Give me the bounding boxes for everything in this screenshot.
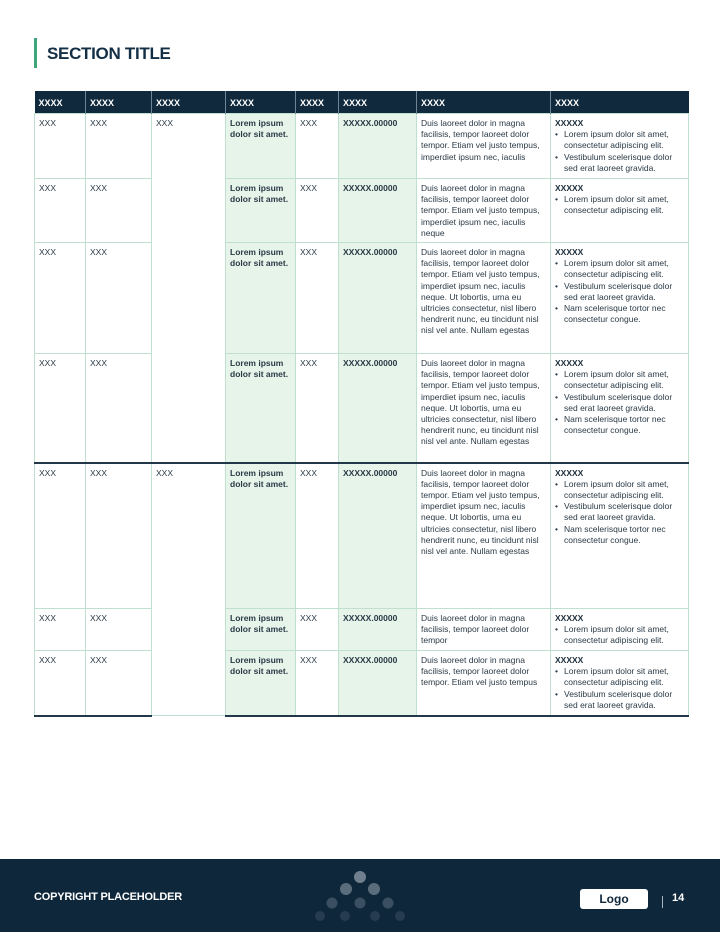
bullet-list (555, 258, 684, 325)
bullet-cell (551, 651, 689, 716)
code-cell: XXXXX.00000 (339, 243, 417, 354)
description-cell: Lorem ipsum dolor sit amet. (226, 243, 296, 354)
table-header-row (35, 91, 689, 114)
cell: XXX (35, 114, 86, 179)
cell: XXX (296, 179, 339, 243)
column-header: XXXX (152, 91, 226, 114)
table-row (35, 354, 689, 463)
cell: XXX (35, 463, 86, 609)
cell: XXX (35, 651, 86, 716)
description-cell: Lorem ipsum dolor sit amet. (226, 179, 296, 243)
column-header: XXXX (296, 91, 339, 114)
cell: XXX (86, 243, 152, 354)
description-cell: Lorem ipsum dolor sit amet. (226, 463, 296, 609)
bullet-title: XXXXX (555, 655, 584, 666)
page-footer (0, 859, 720, 932)
bullet-item: • Lorem ipsum dolor sit amet, consectetur adipiscing elit. (555, 666, 684, 688)
column-header: XXXX (35, 91, 86, 114)
bullet-list (555, 479, 684, 546)
table-row (35, 609, 689, 651)
text-cell: Duis laoreet dolor in magna facilisis, tempor laoreet dolor tempor. Etiam vel justo tempus, imperdiet ipsum nec, iaculis neque (417, 179, 551, 243)
group-cell: XXX (152, 114, 226, 463)
bullet-title: XXXXX (555, 183, 584, 193)
cell: XXX (35, 609, 86, 651)
code-cell: XXXXX.00000 (339, 651, 417, 716)
table-row (35, 114, 689, 179)
bullet-item: • Lorem ipsum dolor sit amet, consectetur adipiscing elit. (555, 624, 684, 646)
bullet-cell (551, 354, 689, 463)
bullet-list (555, 624, 684, 646)
bullet-title: XXXXX (555, 247, 584, 258)
bullet-item: • Lorem ipsum dolor sit amet, consectetur adipiscing elit. (555, 258, 684, 280)
text-cell: Duis laoreet dolor in magna facilisis, tempor laoreet dolor tempor. Etiam vel justo tempus, imperdiet ipsum nec, iaculis (417, 114, 551, 179)
bullet-item: • Lorem ipsum dolor sit amet, consectetur adipiscing elit. (555, 194, 684, 216)
bullet-item: • Lorem ipsum dolor sit amet, consectetur adipiscing elit. (555, 129, 684, 151)
bullet-cell (551, 179, 689, 243)
cell: XXX (86, 609, 152, 651)
code-cell: XXXXX.00000 (339, 609, 417, 651)
bullet-cell (551, 243, 689, 354)
bullet-list (555, 194, 684, 216)
text-cell: Duis laoreet dolor in magna facilisis, tempor laoreet dolor tempor. Etiam vel justo tempus (417, 651, 551, 716)
bullet-cell (551, 463, 689, 609)
cell: XXX (86, 651, 152, 716)
group-cell: XXX (152, 463, 226, 716)
text-cell: Duis laoreet dolor in magna facilisis, tempor laoreet dolor tempor (417, 609, 551, 651)
table-row (35, 243, 689, 354)
cell: XXX (296, 354, 339, 463)
cell: XXX (86, 354, 152, 463)
bullet-title: XXXXX (555, 467, 584, 478)
cell: XXX (296, 651, 339, 716)
column-header: XXXX (417, 91, 551, 114)
cell: XXX (296, 114, 339, 179)
bullet-item: • Nam scelerisque tortor nec consectetur congue. (555, 414, 684, 436)
bullet-item: • Vestibulum scelerisque dolor sed erat laoreet gravida. (555, 689, 684, 711)
cell: XXX (86, 114, 152, 179)
code-cell: XXXXX.00000 (339, 463, 417, 609)
bullet-item: • Lorem ipsum dolor sit amet, consectetur adipiscing elit. (555, 369, 684, 391)
bullet-title: XXXXX (555, 613, 584, 624)
code-cell: XXXXX.00000 (339, 114, 417, 179)
footer-divider (662, 896, 663, 908)
copyright-text: COPYRIGHT PLACEHOLDER (34, 891, 182, 903)
code-cell: XXXXX.00000 (339, 354, 417, 463)
cell: XXX (86, 463, 152, 609)
page-number: 14 (672, 892, 685, 904)
bullet-item: • Nam scelerisque tortor nec consectetur congue. (555, 303, 684, 325)
cell: XXX (86, 179, 152, 243)
column-header: XXXX (226, 91, 296, 114)
bullet-item: • Vestibulum scelerisque dolor sed erat laoreet gravida. (555, 152, 684, 174)
bullet-item: • Vestibulum scelerisque dolor sed erat laoreet gravida. (555, 281, 684, 303)
cell: XXX (296, 243, 339, 354)
bullet-list (555, 369, 684, 436)
table-row (35, 651, 689, 716)
cell: XXX (296, 463, 339, 609)
column-header: XXXX (339, 91, 417, 114)
bullet-item: • Vestibulum scelerisque dolor sed erat laoreet gravida. (555, 501, 684, 523)
bullet-item: • Nam scelerisque tortor nec consectetur congue. (555, 524, 684, 546)
section-title: SECTION TITLE (47, 44, 171, 63)
column-header: XXXX (86, 91, 152, 114)
bullet-cell (551, 114, 689, 179)
description-cell: Lorem ipsum dolor sit amet. (226, 114, 296, 179)
bullet-list (555, 666, 684, 711)
description-cell: Lorem ipsum dolor sit amet. (226, 651, 296, 716)
bullet-item: • Vestibulum scelerisque dolor sed erat laoreet gravida. (555, 392, 684, 414)
bullet-cell (551, 609, 689, 651)
column-header: XXXX (551, 91, 689, 114)
bullet-list (555, 129, 684, 174)
bullet-title: XXXXX (555, 118, 584, 128)
bullet-item: • Lorem ipsum dolor sit amet, consectetur adipiscing elit. (555, 479, 684, 501)
description-cell: Lorem ipsum dolor sit amet. (226, 354, 296, 463)
cell: XXX (296, 609, 339, 651)
table-row (35, 463, 689, 609)
text-cell: Duis laoreet dolor in magna facilisis, tempor laoreet dolor tempor. Etiam vel justo tempus, imperdiet ipsum nec, iaculis neque. Ut lobortis, urna eu ultricies consectetur, nisl libero hendrerit nunc, eu tincidunt nisl nisl vel ante. Nullam egestas (417, 354, 551, 463)
text-cell: Duis laoreet dolor in magna facilisis, tempor laoreet dolor tempor. Etiam vel justo tempus, imperdiet ipsum nec, iaculis neque. Ut lobortis, urna eu ultricies consectetur, nisl libero hendrerit nunc, eu tincidunt nisl nisl vel ante. Nullam egestas (417, 463, 551, 609)
table-row (35, 179, 689, 243)
cell: XXX (35, 179, 86, 243)
cell: XXX (35, 243, 86, 354)
description-cell: Lorem ipsum dolor sit amet. (226, 609, 296, 651)
bullet-title: XXXXX (555, 358, 584, 369)
logo: Logo (580, 889, 648, 909)
title-accent-bar (34, 38, 37, 68)
code-cell: XXXXX.00000 (339, 179, 417, 243)
text-cell: Duis laoreet dolor in magna facilisis, tempor laoreet dolor tempor. Etiam vel justo tempus, imperdiet ipsum nec, iaculis neque. Ut lobortis, urna eu ultricies consectetur, nisl libero hendrerit nunc, eu tincidunt nisl nisl vel ante. Nullam egestas (417, 243, 551, 354)
cell: XXX (35, 354, 86, 463)
data-table (34, 91, 689, 717)
